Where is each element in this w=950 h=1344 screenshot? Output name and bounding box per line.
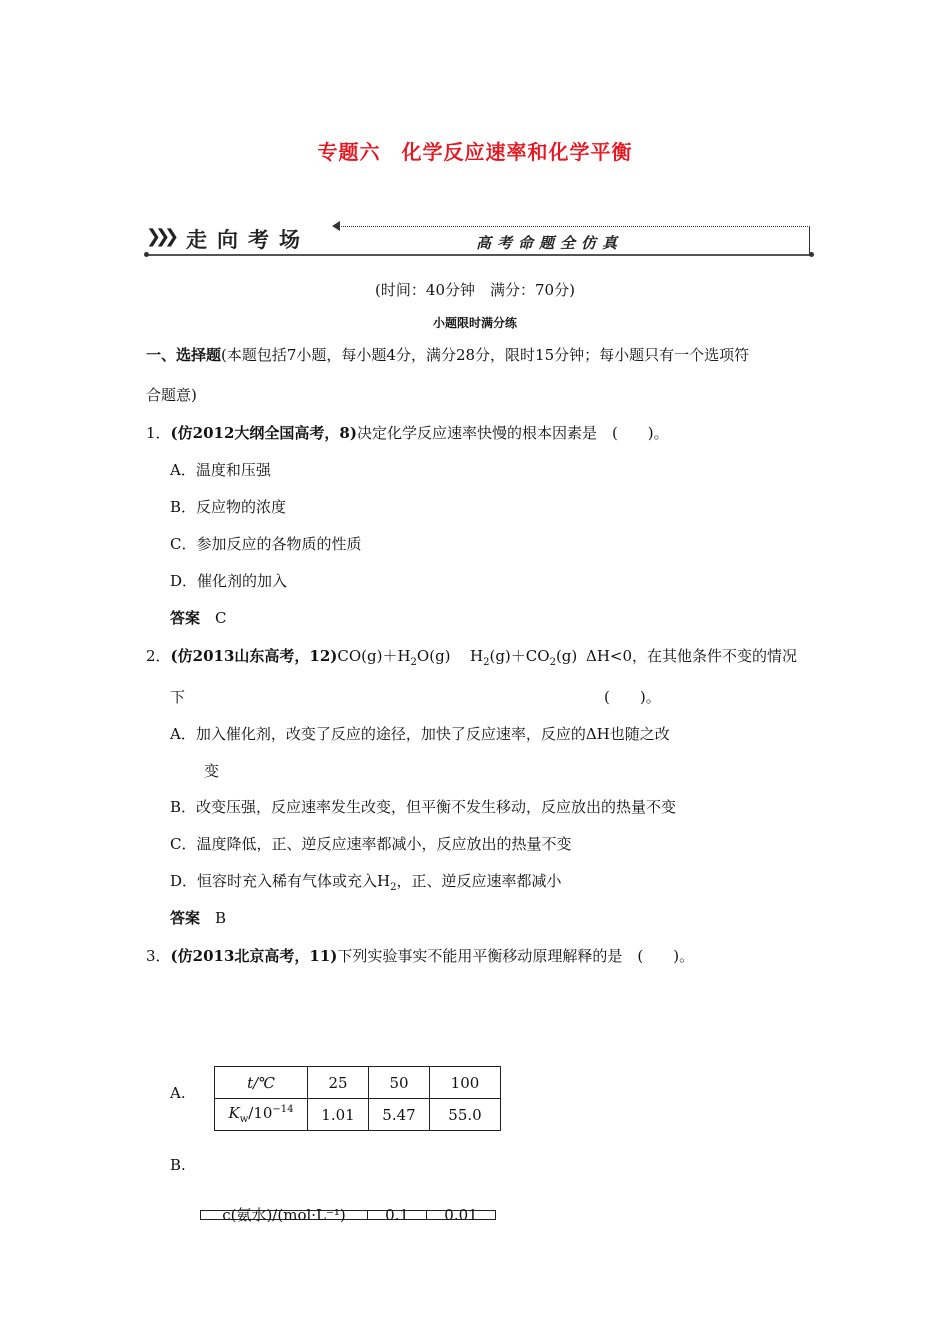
banner-label: 走向考场 [186, 228, 310, 252]
option-text: D．恒容时充入稀有气体或充入H [170, 872, 391, 890]
q3-option-b-label: B. [170, 1156, 186, 1174]
q2-option-b: B．改变压强，反应速率发生改变，但平衡不发生移动，反应放出的热量不变 [170, 798, 677, 816]
question-source: (仿2013北京高考，11) [170, 947, 338, 965]
q1-option-c: C．参加反应的各物质的性质 [170, 535, 362, 553]
dot-icon [809, 252, 814, 257]
question-number: 2． [146, 647, 171, 665]
table-cell: 100 [430, 1067, 501, 1099]
table-cell: 1.01 [308, 1099, 369, 1131]
q3-option-a-label: A. [170, 1084, 186, 1102]
section-desc: (本题包括7小题，每小题4分，满分28分，限时15分钟；每小题只有一个选项符 [221, 346, 750, 364]
q1-option-d: D．催化剂的加入 [170, 572, 288, 590]
section-banner [146, 222, 814, 262]
subscript: 2 [390, 882, 397, 893]
subscript: 2 [549, 657, 556, 668]
q1-option-b: B．反应物的浓度 [170, 498, 287, 516]
equation-left: CO(g)＋H [337, 647, 411, 665]
time-info: (时间：40分钟 满分：70分) [375, 281, 575, 299]
question-text: 决定化学反应速率快慢的根本因素是 ( )。 [356, 424, 669, 442]
table-cell: 0.01 [427, 1211, 496, 1220]
table-cell: 55.0 [430, 1099, 501, 1131]
dot-icon [144, 252, 149, 257]
banner-dotted-line [336, 226, 808, 227]
table-cell: 0.1 [368, 1211, 427, 1220]
table-cell: $K_w/10^{-14}$ [215, 1099, 308, 1131]
equation-right [470, 645, 577, 668]
chevron-right-icon: ❯❯❯ [146, 226, 174, 247]
question-3-stem [146, 945, 694, 966]
table-row [215, 1067, 501, 1099]
table-row [201, 1211, 496, 1220]
table-cell: t/℃ [215, 1067, 308, 1099]
q2-answer [170, 907, 226, 928]
banner-subtitle: 高考命题全仿真 [476, 234, 624, 252]
question-source: (仿2013山东高考，12) [170, 647, 338, 665]
subscript: 2 [410, 657, 417, 668]
q1-answer [170, 607, 227, 628]
q1-option-a: A．温度和压强 [170, 461, 271, 479]
question-text: 下列实验事实不能用平衡移动原理解释的是 ( )。 [337, 947, 695, 965]
q2-option-c: C．温度降低，正、逆反应速率都减小，反应放出的热量不变 [170, 835, 572, 853]
answer-label: 答案 [170, 609, 201, 627]
equation-right-1: H [470, 647, 484, 665]
answer-label: 答案 [170, 909, 201, 927]
question-1-stem [146, 422, 669, 443]
ammonia-table [200, 1206, 496, 1224]
delta-h: ΔH<0 [586, 647, 633, 665]
table-cell: c(氨水)/(mol·L⁻¹) [201, 1211, 368, 1220]
page-title: 专题六 化学反应速率和化学平衡 [317, 140, 633, 164]
equation-right-3: (g) [555, 647, 578, 665]
q2-answer-paren: ( )。 [604, 688, 661, 706]
tail-text: ，在其他条件不变的情况 [632, 647, 798, 665]
equation-left-end: O(g) [416, 647, 451, 665]
subscript: 2 [483, 657, 490, 668]
question-source: (仿2012大纲全国高考，8) [170, 424, 357, 442]
q2-option-a-cont: 变 [204, 762, 220, 780]
q2-option-a: A．加入催化剂，改变了反应的途径，加快了反应速率，反应的ΔH也随之改 [170, 725, 670, 743]
table-row [215, 1099, 501, 1131]
equation-right-2: (g)＋CO [489, 647, 550, 665]
answer-value: C [215, 609, 227, 627]
question-number: 1． [146, 424, 171, 442]
section-heading-line [146, 344, 749, 365]
question-2-tail [586, 645, 797, 666]
table-cell: 5.47 [369, 1099, 430, 1131]
q2-line2-word: 下 [170, 688, 186, 706]
question-number: 3． [146, 947, 171, 965]
section-heading: 一、选择题 [146, 346, 222, 364]
table-cell: 25 [308, 1067, 369, 1099]
q2-option-d [170, 870, 562, 893]
table-cell: 50 [369, 1067, 430, 1099]
drill-label: 小题限时满分练 [432, 316, 517, 330]
banner-underline [146, 254, 812, 256]
answer-value: B [215, 909, 227, 927]
option-text-end: ，正、逆反应速率都减小 [396, 872, 562, 890]
section-desc-cont: 合题意) [146, 386, 197, 404]
question-2-stem [146, 645, 451, 668]
kw-table [214, 1066, 501, 1131]
